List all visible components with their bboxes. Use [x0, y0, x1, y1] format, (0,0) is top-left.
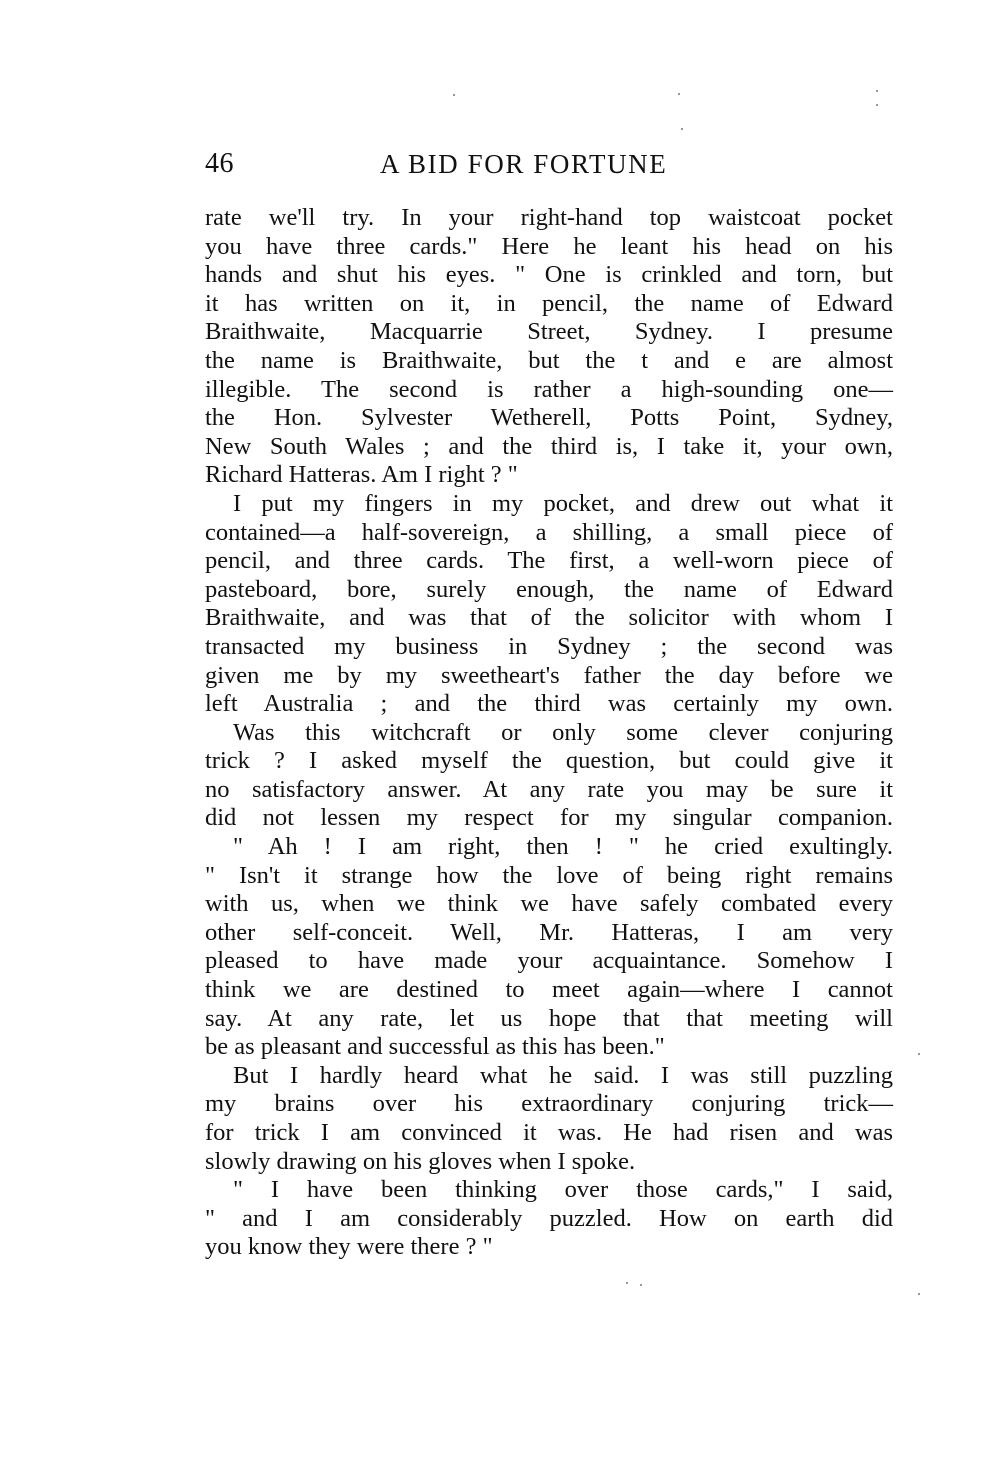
text-line: Was this witchcraft or only some clever conjuring	[233, 718, 893, 746]
text-line: for trick I am convinced it was. He had risen and was	[205, 1119, 893, 1146]
text-line: Braithwaite, Macquarrie Street, Sydney. I presume	[205, 318, 893, 346]
page-header	[205, 146, 895, 186]
text-line: be as pleasant and successful as this has been."	[205, 1033, 665, 1061]
text-line: illegible. The second is rather a high-sounding one—	[205, 375, 893, 403]
text-line: other self-conceit. Well, Mr. Hatteras, I am very	[205, 918, 893, 946]
text-line: " I have been thinking over those cards," I said,	[233, 1176, 893, 1204]
scan-speck	[678, 93, 680, 95]
scan-speck	[640, 1284, 642, 1286]
scan-speck	[876, 90, 878, 92]
scan-speck	[918, 1053, 920, 1055]
page-number: 46	[205, 148, 234, 179]
body-text	[205, 204, 893, 1262]
text-line: it has written on it, in pencil, the name of Edward	[205, 289, 893, 317]
text-line: rate we'll try. In your right-hand top waistcoat pocket	[205, 204, 893, 231]
text-line: Braithwaite, and was that of the solicitor with whom I	[205, 604, 893, 632]
text-line: left Australia ; and the third was certainly my own.	[205, 690, 893, 718]
text-line: slowly drawing on his gloves when I spoke.	[205, 1147, 636, 1175]
scan-speck	[681, 128, 683, 130]
text-line: But I hardly heard what he said. I was still puzzling	[233, 1061, 893, 1089]
text-line: transacted my business in Sydney ; the second was	[205, 632, 893, 660]
text-line: " Ah ! I am right, then ! " he cried exultingly.	[233, 833, 893, 861]
text-line: given me by my sweetheart's father the day before we	[205, 661, 893, 689]
scan-speck	[918, 1293, 920, 1295]
text-line: did not lessen my respect for my singular companion.	[205, 804, 893, 832]
text-line: pasteboard, bore, surely enough, the name of Edward	[205, 575, 893, 603]
text-line: contained—a half-sovereign, a shilling, a small piece of	[205, 518, 893, 546]
scan-speck	[453, 94, 455, 96]
text-line: trick ? I asked myself the question, but could give it	[205, 747, 893, 775]
text-line: pencil, and three cards. The first, a well-worn piece of	[205, 547, 893, 575]
text-line: hands and shut his eyes. " One is crinkled and torn, but	[205, 261, 893, 289]
text-line: Richard Hatteras. Am I right ? "	[205, 461, 518, 489]
text-line: you know they were there ? "	[205, 1233, 493, 1261]
text-line: no satisfactory answer. At any rate you may be sure it	[205, 775, 893, 803]
text-line: think we are destined to meet again—where I cannot	[205, 976, 893, 1004]
text-line: with us, when we think we have safely combated every	[205, 890, 893, 918]
text-line: the name is Braithwaite, but the t and e are almost	[205, 346, 893, 374]
text-line: my brains over his extraordinary conjuring trick—	[205, 1090, 893, 1118]
text-line: say. At any rate, let us hope that that meeting will	[205, 1004, 893, 1032]
text-line: I put my fingers in my pocket, and drew out what it	[233, 489, 893, 517]
text-line: " Isn't it strange how the love of being right remains	[205, 861, 893, 889]
text-line: you have three cards." Here he leant his head on his	[205, 232, 893, 260]
scan-speck	[876, 104, 878, 106]
text-line: pleased to have made your acquaintance. Somehow I	[205, 947, 893, 975]
scan-speck	[626, 1282, 628, 1284]
text-line: New South Wales ; and the third is, I take it, your own,	[205, 432, 893, 460]
running-title: A BID FOR FORTUNE	[380, 149, 668, 179]
text-line: the Hon. Sylvester Wetherell, Potts Point, Sydney,	[205, 404, 893, 432]
text-line: " and I am considerably puzzled. How on earth did	[205, 1204, 893, 1232]
